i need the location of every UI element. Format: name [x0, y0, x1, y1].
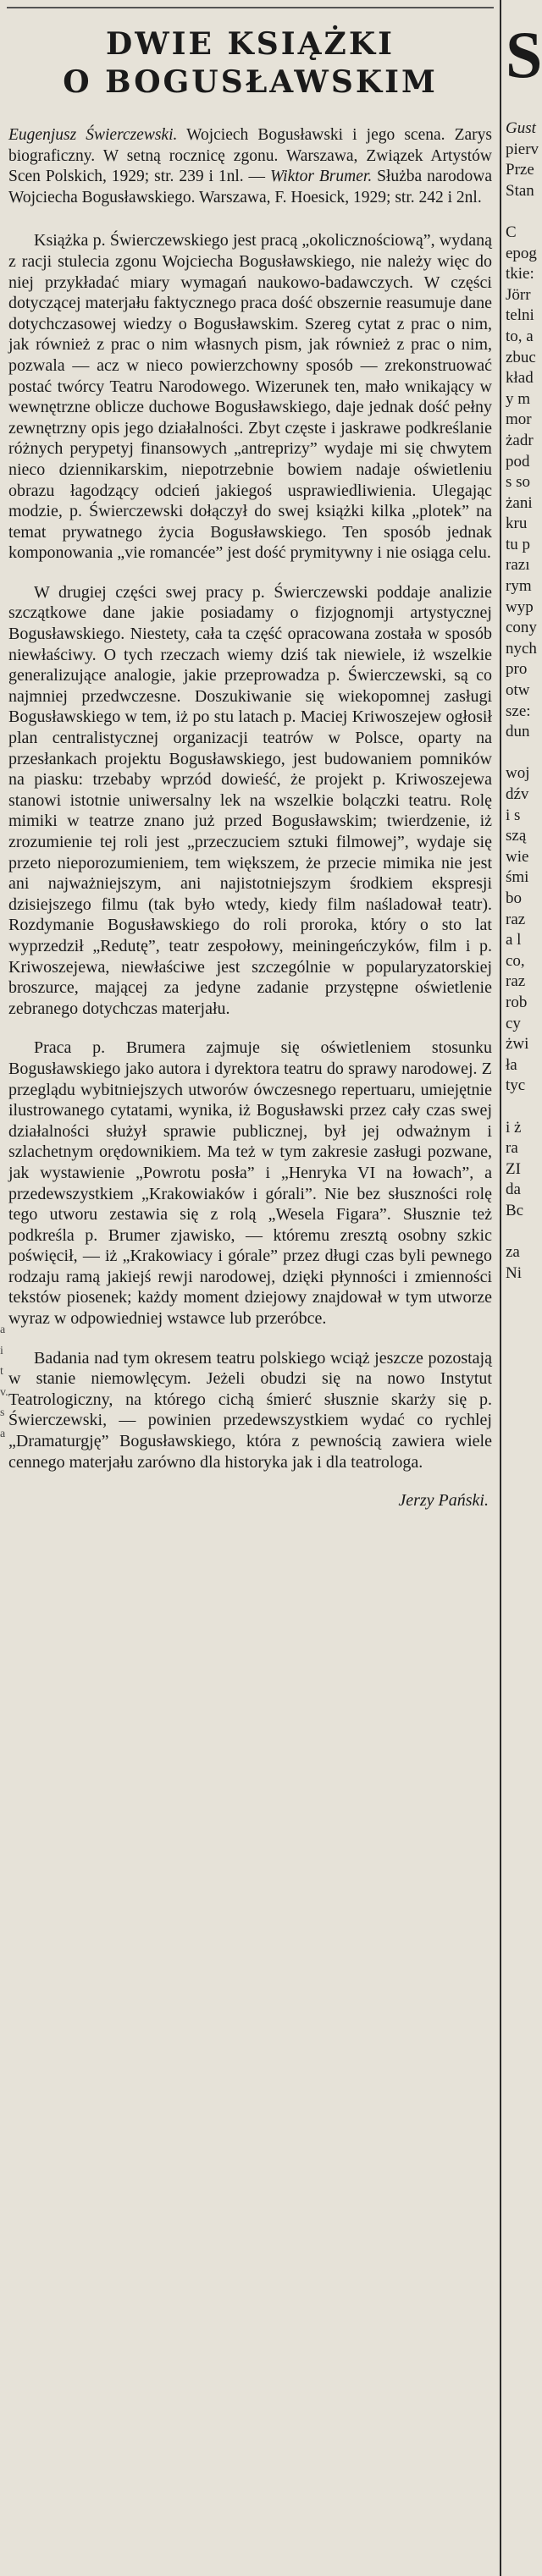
neighbor-fragment: zbuc [506, 348, 536, 366]
title-line-2: O BOGUSŁAWSKIM [63, 64, 438, 100]
paragraph-1: Książka p. Świerczewskiego jest pracą „okolicznościową”, wydaną z racji stulecia zgonu Wojciecha Bogusławskiego, nie należy więc do niej przykładać miary wymagań naukowo-badawczych. W części dotyczącej materjału faktycznego praca dość obszernie reasumuje dane dotychczasowej wiedzy o Bogusławskim. Szereg cytat z prac o nim, jak również z prac o nim własnych pism, jak również z prac o nim, pozwala — acz w nieco powierzchowny sposób — zrekonstruować postać twórcy Teatru Narodowego. Wizerunek ten, mało wnikający w wewnętrzne oblicze duchowe Bogusławskiego, daje jednak dość pełny zewnętrzny opis jego działalności. Zbyt częste i jaskrawe podkreślanie różnych perypetyj finansowych „antreprizy” wydaje mi się chwytem nieco dziennikarskim, niepotrzebnie bowiem nadaje oświetleniu obrazu łagodzący odcień jakiegoś usprawiedliwienia. Ulegając modzie, p. Świerczewski dołączył do swej książki kilka „plotek” na temat prywatnego życia Bogusławskiego. Ten sposób jednak komponowania „vie romancée” jest dość prymitywny i nie osiąga celu. [8, 231, 492, 563]
neighbor-fragment: to, a [506, 327, 534, 345]
neighbor-fragment: pro [506, 660, 528, 679]
neighbor-fragment: wie [506, 847, 529, 866]
neighbor-fragment: pod [506, 452, 530, 471]
neighbor-fragment: a l [506, 931, 522, 949]
neighbor-fragment: cy [506, 1014, 521, 1032]
neighbor-fragment [506, 1221, 525, 1242]
neighbor-fragment: ła [506, 1055, 517, 1074]
left-edge-fragment: a [0, 1324, 6, 1336]
neighbor-fragment: tkie: [506, 265, 534, 283]
neighbor-fragment: otw [506, 681, 530, 700]
paragraph-2: W drugiej części swej pracy p. Świerczewski poddaje analizie szczątkowe dane jakie posiadamy o fizjognomji artystycznej Bogusławskiego. Niestety, cała ta część opracowana została w sposób niewłaściwy. O tych rzeczach wiemy dziś tak niewiele, iż wszelkie generalizujące analogie, jakie przeprowadza p. Świerczewski, są co najmniej przedwczesne. Doszukiwanie się wiekopomnej zasługi Bogusławskiego w tem, iż po stu latach p. Maciej Kriwoszejew ogłosił plan centralistycznej organizacji teatrów w Polsce, oparty na przesłankach projektu Bogusławskiego, jest budowaniem pomników na piasku: trzebaby wprzód dowieść, że projekt p. Kriwoszejewa stanowi istotnie uniwersalny lek na wszelkie bolączki teatru. Rolę mimiki w teatrze znano już przed Bogusławskim; twierdzenie, iż zrozumienie tej roli jest „przeczuciem sztuki filmowej”, wydaje się przeto nieporozumieniem, tem większem, że przecie mimika nie jest ani najważniejszym, ani najistotniejszym środkiem ekspresji dzisiejszego filmu (tak było wtedy, kiedy film naśladował teatr). Rozdymanie Bogusławskiego do roli proroka, który o sto lat wyprzedził „Redutę”, teatr zespołowy, meiningeńczyków, film i p. Kriwoszejewa, niewłaściwe jest szczególnie w popularyzatorskiej broszurce, mającej za jedyne zadanie przystępne oświetlenie zebranego dotychczas materjału. [8, 582, 492, 1018]
book-details-1: Wojciech Bogusławski i jego scena. Zarys biograficzny. W setną rocznicę zgonu. Warszawa, Związek Artystów Scen Polskich, 1929; str. 239 i 1nl. — [8, 126, 493, 186]
neighbor-fragment: sze: [506, 702, 531, 720]
neighbor-fragment: tu p [506, 535, 531, 553]
neighbor-fragment: raz [506, 910, 526, 928]
neighbor-fragment: Stan [506, 181, 534, 200]
neighbor-fragment: kru [506, 515, 528, 533]
neighbor-title-letter: S [506, 18, 542, 91]
left-edge-fragment: t [0, 1365, 3, 1379]
bibliographic-note [7, 125, 494, 208]
neighbor-fragment [506, 1097, 525, 1118]
neighbor-fragment: dun [506, 723, 530, 741]
neighbor-fragment: i s [506, 806, 521, 824]
neighbor-fragment: woj [506, 764, 530, 783]
neighbor-fragment: telni [506, 306, 534, 325]
neighbor-fragment: C [506, 223, 517, 241]
neighbor-fragment: raz [506, 972, 526, 991]
paragraph-3: Praca p. Brumera zajmuje się oświetleniem stosunku Bogusławskiego jako autora i dyrektora teatru do sprawy narodowej. Z przeglądu wybitniejszych utworów ówczesnego repertuaru, umiejętnie ilustrowanego cytatami, wynika, iż Bogusławski przez cały czas swej działalności służył sprawie publicznej, był jej odważnym i szlachetnym orędownikiem. Ma też w tym zakresie zasługi pozwane, jak wystawienie „Powrotu posła” i „Henryka VI na łowach”, a przedewszystkiem „Krakowiaków i górali”. Nie bez słuszności rolę tego utworu zestawia się z rolą „Wesela Figara”. Słusznie też podkreśla p. Brumer zjawisko, — któremu zresztą osobny szkic poświęcił, — iż „Krakowiacy i górale” przez długi czas byli pewnego rodzaju ramą jakiejś rewji narodowej, dzięki płynności i zmienności tekstów piosenek; każdy moment dziejowy znajdował w tym utworze wyraz w odpowiedniej wstawce lub przeróbce. [8, 1038, 492, 1329]
neighbor-fragment: wyp [506, 597, 534, 616]
neighbor-fragment: Prze [506, 161, 534, 179]
neighbor-fragment: i ż [506, 1118, 522, 1137]
title-line-1: DWIE KSIĄŻKI [106, 26, 395, 62]
author-signature: Jerzy Pański. [398, 1491, 489, 1511]
neighbor-fragment: tyc [506, 1076, 526, 1095]
neighbor-fragment: Gust [506, 119, 536, 137]
neighbor-fragment: pierv [506, 140, 539, 158]
neighbor-fragment: żwi [506, 1035, 529, 1054]
neighbor-fragment: żani [506, 493, 533, 512]
neighbor-fragment: za [506, 1243, 520, 1262]
neighbor-fragment: dźv [506, 785, 529, 803]
neighbor-fragment: razı [506, 556, 530, 575]
neighbor-fragment: co, [506, 951, 525, 970]
neighbor-fragment: s so [506, 473, 531, 492]
neighbor-fragment: da [506, 1181, 521, 1199]
left-edge-fragment: i [0, 1344, 3, 1357]
left-edge-fragment: v. [0, 1385, 8, 1399]
column-rule [500, 0, 501, 2576]
neighbor-fragment: ra [506, 1139, 518, 1158]
neighbor-fragment: y m [506, 389, 531, 408]
left-edge-fragment: a [0, 1427, 6, 1440]
review-article [7, 25, 494, 1511]
neighbor-fragment: Ni [506, 1263, 522, 1282]
neighbor-fragment: ZI [506, 1159, 521, 1178]
neighbor-fragment [506, 743, 525, 764]
neighbor-fragment: rob [506, 993, 528, 1011]
left-edge-fragments [0, 1320, 7, 1445]
neighbor-fragment: kład [506, 369, 534, 388]
neighbor-fragment: śmi [506, 868, 529, 887]
paragraph-4: Badania nad tym okresem teatru polskiego wciąż jeszcze pozostają w stanie niemowlęcym. Jeżeli obudzi się na nowo Instytut Teatrologiczny, na którego cichą śmierć słusznie skarży się p. Świerczewski, — powinien przedewszystkiem wydać co rychlej „Dramaturgję” Bogusławskiego, która z pewnością zawiera wiele cennego materjału zarówno dla historyka jak i dla teatrologa. [8, 1348, 492, 1472]
neighbor-fragment: nych [506, 639, 537, 658]
neighbor-fragment: szą [506, 827, 527, 845]
neighbor-fragment: rym [506, 577, 532, 596]
book-author-1: Eugenjusz Świerczewski. [8, 126, 178, 144]
neighbor-fragment: Jörr [506, 285, 531, 304]
neighbor-fragment: epog [506, 244, 537, 262]
neighbor-fragment: mor [506, 410, 532, 429]
neighbor-fragment: cony [506, 619, 537, 637]
neighbor-fragment: żadr [506, 431, 534, 449]
book-author-2: Wiktor Brumer. [269, 168, 373, 186]
neighbor-fragment: Bc [506, 1201, 524, 1219]
top-rule [7, 7, 494, 8]
neighbor-column [506, 17, 542, 1284]
article-title [7, 25, 494, 102]
neighbor-fragment: bo [506, 889, 522, 907]
left-edge-fragment: s [0, 1406, 5, 1420]
book-details-2: Służba narodowa Wojciecha Bogusławskiego. Warszawa, F. Hoesick, 1929; str. 242 i 2nl. [8, 168, 492, 206]
neighbor-fragment [506, 201, 525, 223]
